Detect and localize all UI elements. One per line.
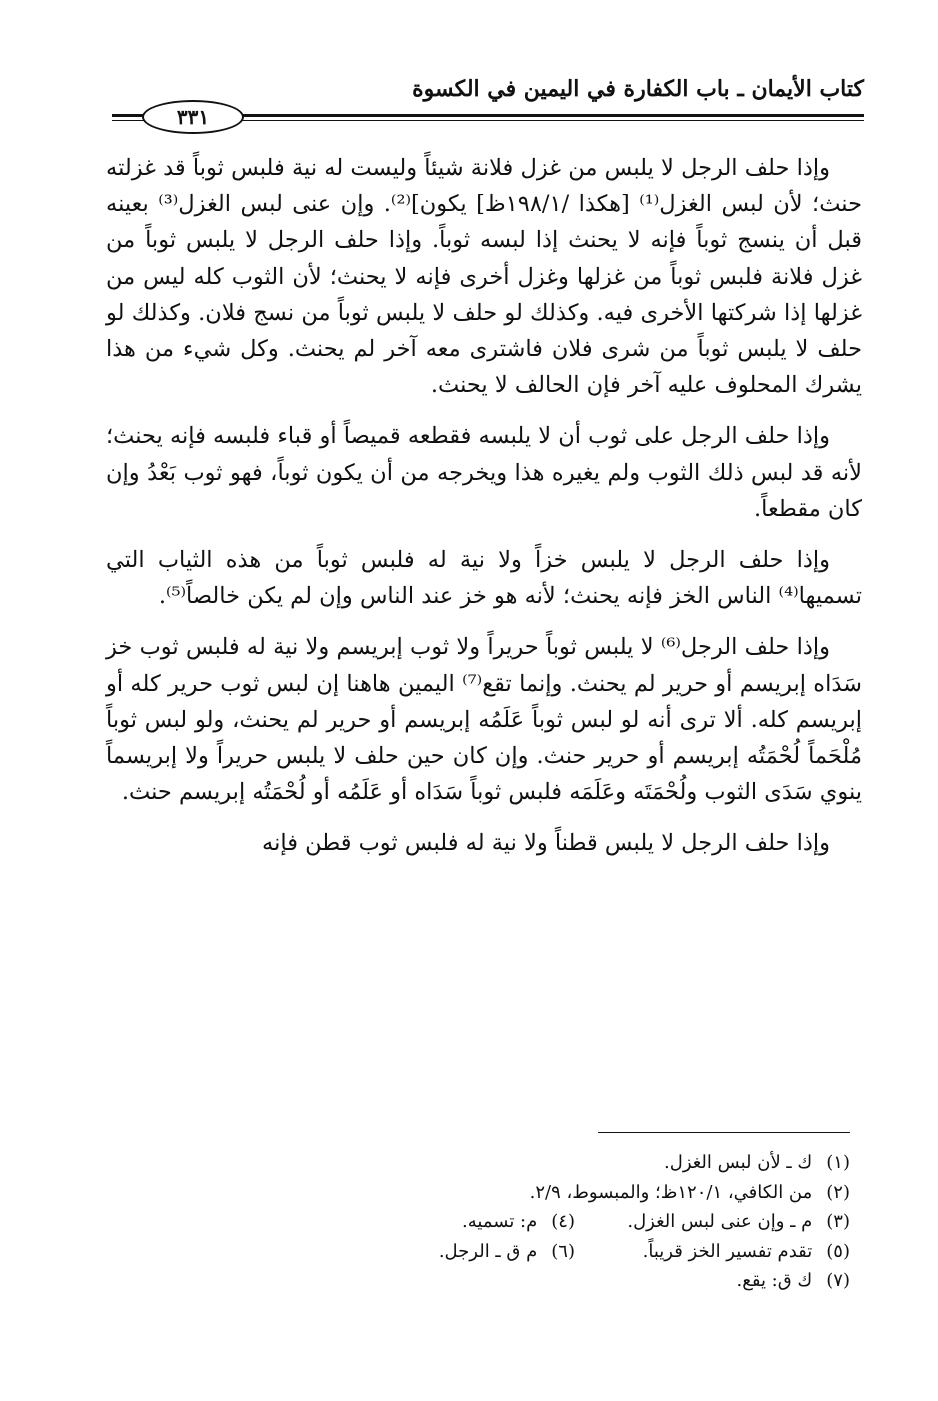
paragraph-2: وإذا حلف الرجل على ثوب أن لا يلبسه فقطعه قميصاً أو قباء فلبسه فإنه يحنث؛ لأنه قد لبس ذلك الثوب ولم يغيره هذا ويخرجه من أن يكون ثوباً، فهو ثوب بَعْدُ وإن كان مقطعاً. bbox=[106, 423, 862, 522]
footnote-separator bbox=[598, 1132, 850, 1133]
footnotes bbox=[300, 1148, 850, 1296]
footnote-text: تقدم تفسير الخز قريباً. bbox=[642, 1240, 813, 1262]
paragraph-3: وإذا حلف الرجل لا يلبس خزاً ولا نية له فلبس ثوباً من هذه الثياب التي تسميها⁽⁴⁾ الناس الخز فإنه يحنث؛ لأنه هو خز عند الناس وإن لم يكن خالصاً⁽⁵⁾. bbox=[106, 547, 862, 610]
footnote-number: (٣) bbox=[826, 1211, 850, 1232]
footnote-2 bbox=[529, 1178, 850, 1208]
footnote-1 bbox=[550, 1148, 850, 1178]
footnote-text: ك ـ لأن لبس الغزل. bbox=[664, 1152, 813, 1173]
footnote-number: (٢) bbox=[826, 1181, 850, 1203]
footnote-4 bbox=[300, 1207, 575, 1237]
footnote-text: من الكافي، ١٢٠/١ظ؛ والمبسوط، ٢/٩. bbox=[529, 1181, 813, 1203]
footnote-3 bbox=[575, 1207, 850, 1237]
running-header bbox=[112, 72, 864, 142]
footnote-number: (٤) bbox=[551, 1211, 575, 1232]
footnote-text: م ـ وإن عنى لبس الغزل. bbox=[627, 1211, 813, 1232]
page-number: ٣٣١ bbox=[142, 100, 244, 134]
footnote-row bbox=[300, 1207, 850, 1237]
footnote-7 bbox=[550, 1266, 850, 1296]
footnote-row bbox=[300, 1178, 850, 1208]
footnote-text: م: تسميه. bbox=[462, 1211, 538, 1232]
footnote-row bbox=[300, 1148, 850, 1178]
paragraph-5: وإذا حلف الرجل لا يلبس قطناً ولا نية له فلبس ثوب قطن فإنه bbox=[262, 830, 830, 857]
main-text bbox=[106, 150, 862, 877]
paragraph-4: وإذا حلف الرجل⁽⁶⁾ لا يلبس ثوباً حريراً ولا ثوب إبريسم ولا نية له فلبس ثوب خز سَدَاه إبريسم أو حرير لم يحنث. وإنما تقع⁽⁷⁾ اليمين هاهنا إن لبس ثوب حرير كله أو إبريسم كله. ألا ترى أنه لو لبس ثوباً عَلَمُه إبريسم أو حرير لم يحنث، ولو لبس ثوباً مُلْحَماً لُحْمَتُه إبريسم أو حرير حنث. وإن كان حين حلف لا يلبس حريراً ولا إبريسماً ينوي سَدَى الثوب ولُحْمَتَه وعَلَمَه فلبس ثوباً سَدَاه أو عَلَمُه أو لُحْمَتُه إبريسم حنث. bbox=[106, 634, 862, 806]
footnote-number: (٦) bbox=[551, 1240, 575, 1262]
paragraph-1: وإذا حلف الرجل لا يلبس من غزل فلانة شيئاً وليست له نية فلبس ثوباً قد غزلته حنث؛ لأن لبس الغزل⁽¹⁾ [هكذا /١٩٨/١ظ] يكون]⁽²⁾. وإن عنى لبس الغزل⁽³⁾ بعينه قبل أن ينسج ثوباً فإنه لا يحنث إذا لبسه ثوباً. وإذا حلف الرجل لا يلبس ثوباً من غزل فلانة فلبس ثوباً من غزلها وغزل أخرى فإنه لا يحنث؛ لأن الثوب كله ليس من غزلها إذا شركتها الأخرى فيه. وكذلك لو حلف لا يلبس ثوباً من نسج فلان. وكذلك لو حلف لا يلبس ثوباً من شرى فلان فاشترى معه آخر لم يحنث. وكل شيء من هذا يشرك المحلوف عليه آخر فإن الحالف لا يحنث. bbox=[106, 155, 862, 399]
footnote-text: ك ق: يقع. bbox=[736, 1270, 813, 1291]
footnote-number: (٥) bbox=[826, 1240, 850, 1262]
footnote-number: (١) bbox=[826, 1152, 850, 1173]
header-title: كتاب الأيمان ـ باب الكفارة في اليمين في الكسوة bbox=[412, 76, 864, 102]
footnote-row bbox=[300, 1266, 850, 1296]
footnote-6 bbox=[300, 1237, 575, 1267]
footnote-number: (٧) bbox=[826, 1270, 850, 1291]
footnote-5 bbox=[575, 1237, 850, 1267]
footnote-row bbox=[300, 1237, 850, 1267]
footnote-text: م ق ـ الرجل. bbox=[438, 1240, 538, 1262]
